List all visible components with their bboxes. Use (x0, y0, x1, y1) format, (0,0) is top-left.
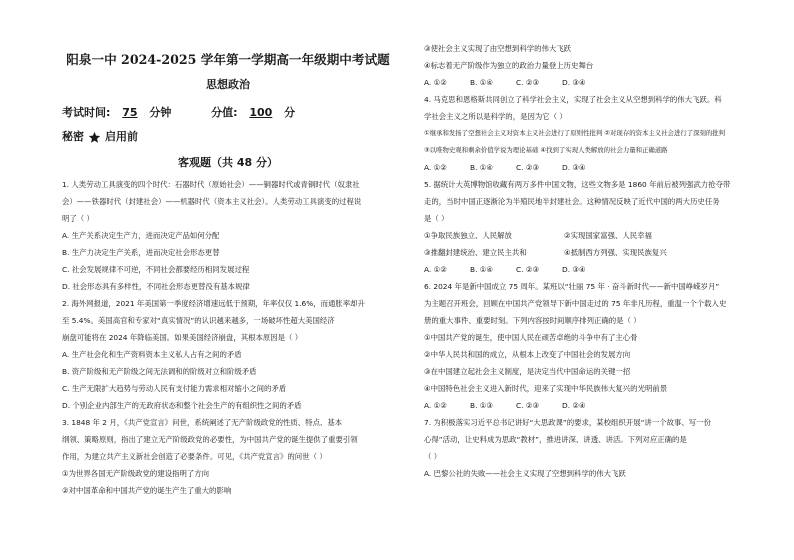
text-line: 至 5.4%。美国高官和专家对“真实情况”的认识越来越多，一场破坏性超大美国经济 (62, 316, 335, 325)
score-label: 分值: (211, 106, 238, 119)
option-d: D. ③④ (562, 78, 586, 87)
right-column (424, 40, 756, 482)
text-line: 会）——铁器时代（封建社会）——机器时代（资本主义社会）。人类劳动工具演变的过程说 (62, 197, 362, 206)
option-a: A. ①② (424, 163, 447, 172)
text-line: ②对中国革命和中国共产党的诞生产生了重大的影响 (62, 486, 232, 495)
text-line: 为主题召开班会，回顾在中国共产党领导下新中国走过的 75 年非凡历程，重温一个个载入史 (424, 299, 727, 308)
q5-options (424, 261, 756, 278)
text-line: 3. 1848 年 2 月，《共产党宣言》问世，系统阐述了无产阶级政党的性质、特点、基本 (62, 418, 343, 427)
text-line: D. 个别企业内部生产的无政府状态和整个社会生产的有组织性之间的矛盾 (62, 401, 302, 410)
left-column (62, 40, 394, 499)
statement: ④抵制西方列强、实现民族复兴 (564, 248, 667, 257)
text-line: D. 社会形态具有多样性，不同社会形态更替没有基本规律 (62, 282, 250, 291)
text-line: ①中国共产党的诞生，使中国人民在顽苦卓绝的斗争中有了主心骨 (424, 333, 638, 342)
text-line: ③使社会主义实现了由空想到科学的伟大飞跃 (424, 44, 572, 53)
time-unit: 分钟 (149, 106, 172, 119)
text-line: 学社会主义之所以是科学的，是因为它（ ） (424, 112, 567, 121)
option-b: B. ①④ (470, 163, 494, 172)
secret-right: 启用前 (105, 130, 138, 143)
option-c: C. ②③ (516, 163, 540, 172)
text-line: ③在中国建立起社会主义制度，是决定当代中国命运的关键一招 (424, 367, 631, 376)
text-line: ①继承和发扬了空想社会主义对资本主义社会进行了原则性批判 ②对现存的资本主义社会进行了深刻的批判 (424, 129, 726, 137)
text-line: 5. 据统计大英博物馆收藏有两万多件中国文物，这些文物多是 1860 年前后被列强武力抢夺带 (424, 180, 731, 189)
time-value: 75 (122, 106, 138, 119)
text-line: 是（ ） (424, 214, 449, 223)
secret-left: 秘密 (62, 130, 84, 143)
option-a: A. ①② (424, 265, 447, 274)
text-line: 崩盘可能将在 2024 年降临美国。如果美国经济崩盘，其根本原因是（ ） (62, 333, 303, 342)
text-line: 心得”活动，让史料成为思政“教材”，推进讲深、讲透、讲活。下列对应正确的是 (424, 435, 687, 444)
text-line: A. 巴黎公社的失败——社会主义实现了空想到科学的伟大飞跃 (424, 469, 626, 478)
text-line: （ ） (424, 452, 442, 461)
text-line: 纲领、策略原则，指出了建立无产阶级政党的必要性，为中国共产党的诞生提供了重要引领 (62, 435, 358, 444)
text-line: ④中国特色社会主义进入新时代，迎来了实现中华民族伟大复兴的光明前景 (424, 384, 668, 393)
text-line: 2. 海外网报道，2021 年美国第一季度经济增速远低于预期，年率仅仅 1.6%，而通胀率却升 (62, 299, 365, 308)
q5-statements (424, 227, 756, 261)
option-c: C. ②③ (516, 78, 540, 87)
q4-options (424, 159, 756, 176)
option-a: A. ①② (424, 401, 447, 410)
left-question-block (62, 176, 394, 499)
text-line: B. 生产力决定生产关系，进而决定社会形态更替 (62, 248, 220, 257)
star-icon (88, 131, 101, 144)
option-d: D. ③④ (562, 163, 586, 172)
exam-title: 阳泉一中 2024-2025 学年第一学期高一年级期中考试题 (66, 52, 390, 67)
exam-meta (62, 106, 394, 120)
statement: ①争取民族独立、人民解放 (424, 231, 512, 240)
score-value: 100 (249, 106, 273, 119)
option-b: B. ①④ (470, 78, 494, 87)
text-line: 走的，当时中国正逐渐沦为半殖民地半封建社会。这种情况反映了近代中国的两大历史任务 (424, 197, 720, 206)
text-line: 明了（ ） (62, 214, 94, 223)
text-line: C. 生产无限扩大趋势与劳动人民有支付能力需求相对缩小之间的矛盾 (62, 384, 287, 393)
text-line: C. 社会发展规律不可逆，不同社会都要经历相同发展过程 (62, 265, 250, 274)
secret-mark (62, 130, 394, 144)
text-line: ①为世界各国无产阶级政党的建设指明了方向 (62, 469, 210, 478)
text-line: 作用，为建立共产主义新社会创造了必要条件。可见，《共产党宣言》的问世（ ） (62, 452, 327, 461)
text-line: 7. 为积极落实习近平总书记讲好“大思政课”的要求，某校组织开展“讲一个故事、写一份 (424, 418, 711, 427)
text-line: B. 资产阶级和无产阶级之间无法调和的阶级对立和阶级矛盾 (62, 367, 257, 376)
text-line: 1. 人类劳动工具演变的四个时代：石器时代（原始社会）——铜器时代或青铜时代（奴隶社 (62, 180, 360, 189)
text-line: 册的重大事件、重要时刻。下列内容按时间顺序排列正确的是（ ） (424, 316, 641, 325)
score-unit: 分 (284, 106, 296, 119)
option-d: D. ②④ (562, 401, 586, 410)
text-line: ④标志着无产阶级作为独立的政治力量登上历史舞台 (424, 61, 594, 70)
text-line: ②中华人民共和国的成立，从根本上改变了中国社会的发展方向 (424, 350, 631, 359)
option-b: B. ①③ (470, 401, 494, 410)
text-line: 6. 2024 年是新中国成立 75 周年。某班以“壮丽 75 年 · 奋斗新时代——新中国峥嵘岁月” (424, 282, 720, 291)
subject-title: 思想政治 (206, 78, 250, 91)
option-c: C. ②③ (516, 265, 540, 274)
q3-options (424, 74, 756, 91)
text-line: A. 生产社会化和生产资料资本主义私人占有之间的矛盾 (62, 350, 242, 359)
option-b: B. ①④ (470, 265, 494, 274)
option-c: C. ②③ (516, 401, 540, 410)
text-line: ③以唯物史观和剩余价值学说为理论基础 ④找到了实现人类解放的社会力量和正确道路 (424, 146, 668, 154)
section-heading: 客观题（共 48 分） (178, 156, 278, 169)
q6-options (424, 397, 756, 414)
option-a: A. ①② (424, 78, 447, 87)
time-label: 考试时间: (62, 106, 111, 119)
option-d: D. ③④ (562, 265, 586, 274)
statement: ③推翻封建统治、建立民主共和 (424, 248, 527, 257)
text-line: 4. 马克思和恩格斯共同创立了科学社会主义，实现了社会主义从空想到科学的伟大飞跃。科 (424, 95, 722, 104)
text-line: A. 生产关系决定生产力，进而决定产品如何分配 (62, 231, 220, 240)
statement: ②实现国家富强、人民幸福 (564, 231, 652, 240)
